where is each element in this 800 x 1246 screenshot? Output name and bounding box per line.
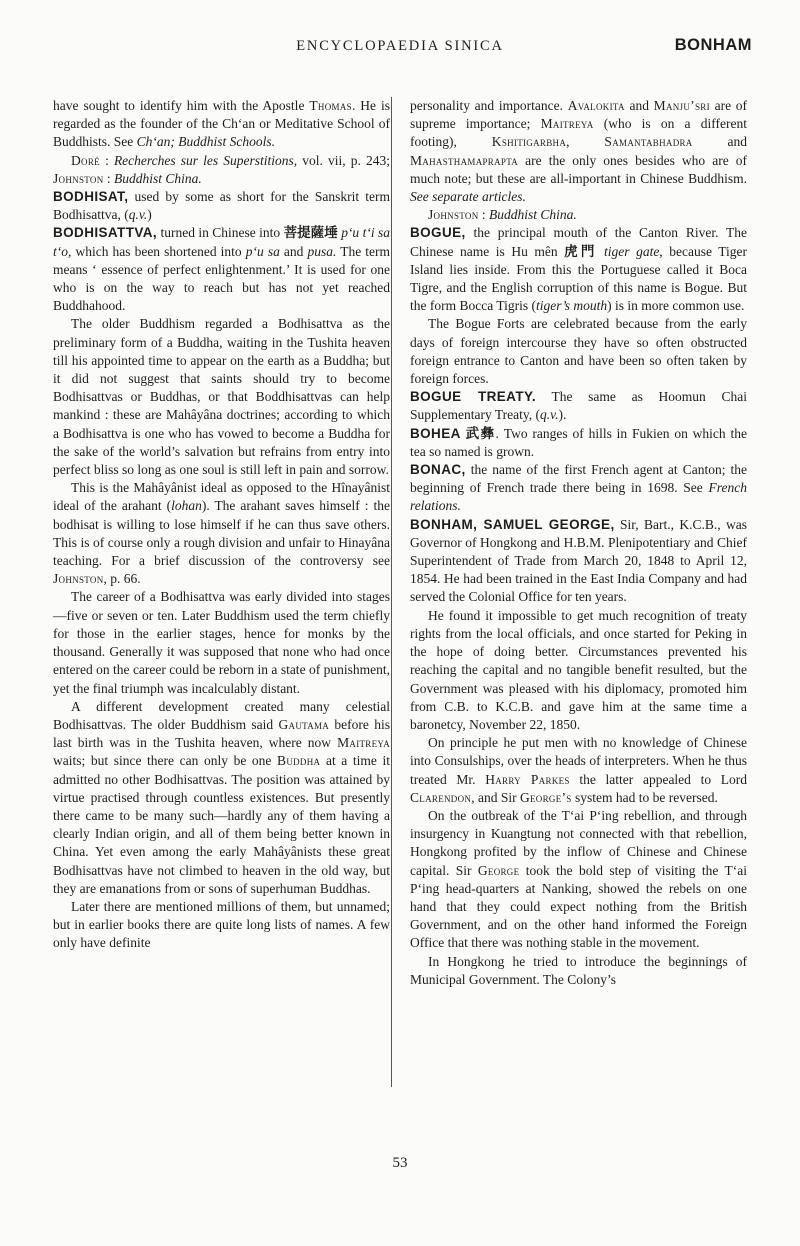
text-run: and bbox=[692, 134, 747, 150]
italic-text: French relations. bbox=[410, 480, 747, 514]
paragraph bbox=[53, 588, 390, 697]
text-run: the name of the first French agent at Canton; the beginning of French trade there being in 1698. See bbox=[410, 462, 747, 496]
text-run: . Two ranges of hills in Fukien on which the tea so named is grown. bbox=[410, 425, 748, 459]
entry-headword: BOGUE TREATY. bbox=[410, 389, 537, 405]
entry-headword: BODHISAT, bbox=[53, 189, 129, 205]
text-run: at a time it admitted no other Bodhisattvas. The position was attained by virtue practised through countless existences. But presently there came to be many such—hardly any of them having a clearly Indian origin, and all of them being better known in China. Yet even among the early Mahâyânists these great Bodhisattvas have not climbed to heaven in the old way, but they are emanations from or sons of superhuman Buddhas. bbox=[53, 753, 390, 896]
paragraph bbox=[410, 807, 747, 953]
small-caps-name: Doré bbox=[71, 152, 100, 168]
text-run: On principle he put men with no knowledge of Chinese into Consulships, over the heads of interpreters. When he thus treated Mr. bbox=[410, 735, 747, 787]
text-run: used by some as short for the Sanskrit term Bodhisattva, ( bbox=[53, 189, 390, 223]
paragraph bbox=[410, 607, 747, 734]
text-run: This is the Mahâyânist ideal as opposed to the Hînayânist ideal of the arahant ( bbox=[53, 480, 390, 514]
italic-text: lohan bbox=[171, 498, 202, 514]
entry-headword: BOHEA bbox=[410, 425, 461, 441]
paragraph bbox=[53, 479, 390, 588]
italic-text: Recherches sur les Superstitions, bbox=[113, 152, 298, 168]
text-run: . He is regarded as the founder of the Ch‘an or Meditative School of Buddhists. See bbox=[53, 98, 390, 150]
small-caps-name: Samantabhadra bbox=[604, 134, 693, 150]
entry-headword: BONAC, bbox=[410, 462, 466, 478]
text-run: The career of a Bodhisattva was early divided into stages—five or seven or ten. Later Buddhism used the term chiefly for those in the earlier stages, hence for monks by the thousand. Generally it was supposed that none who had once entered on the career could be reborn in a state of punishment, yet the final triumph was incalculably distant. bbox=[53, 589, 390, 696]
entry-bogue bbox=[410, 224, 747, 315]
italic-text: q.v. bbox=[128, 207, 148, 223]
italic-text: See separate articles. bbox=[410, 189, 526, 205]
paragraph bbox=[53, 698, 390, 898]
text-run: , bbox=[566, 134, 605, 150]
entry-headword: BONHAM, SAMUEL GEORGE, bbox=[410, 516, 615, 532]
small-caps-name: Thomas bbox=[309, 98, 352, 113]
paragraph bbox=[410, 97, 747, 206]
small-caps-name: Avalokita bbox=[567, 98, 625, 113]
column-divider bbox=[391, 97, 392, 1087]
entry-bodhisattva bbox=[53, 224, 390, 315]
text-run: which has been shortened into bbox=[71, 243, 246, 259]
text-run: have sought to identify him with the Apostle bbox=[53, 98, 310, 113]
text-run: waits; but since there can only be one bbox=[53, 753, 278, 769]
text-run: before his last birth was in the Tushita heaven, where now bbox=[53, 716, 390, 751]
text-run: system had to be reversed. bbox=[571, 789, 718, 805]
small-caps-name: George bbox=[477, 862, 520, 878]
small-caps-name: Clarendon bbox=[410, 789, 472, 805]
text-run: ). The arahant saves himself : the bodhisat is willing to lose himself if he can thus save others. This is of course only a rough division and unfair to Hinayâna teaching. For a brief discussion of the controversy see bbox=[53, 498, 390, 569]
italic-text: Buddhist China. bbox=[114, 170, 202, 186]
entry-bodhisat bbox=[53, 188, 390, 224]
reference-line bbox=[410, 206, 747, 224]
small-caps-name: Gautama bbox=[278, 716, 330, 732]
text-run: , and Sir bbox=[471, 789, 520, 805]
text-run: ) is in more common use. bbox=[607, 298, 745, 314]
small-caps-name: Kshitigarbha bbox=[491, 134, 567, 150]
text-run: : bbox=[103, 170, 115, 186]
italic-text: tiger gate, bbox=[604, 243, 663, 259]
entry-bogue-treaty bbox=[410, 388, 747, 424]
italic-text: pusa. bbox=[307, 243, 337, 259]
paragraph bbox=[53, 97, 390, 152]
text-run: the principal mouth of the Canton River. The Chinese name is Hu mên bbox=[410, 225, 747, 259]
small-caps-name: Buddha bbox=[277, 753, 321, 769]
running-header-title: ENCYCLOPAEDIA SINICA bbox=[296, 38, 504, 54]
text-run: turned in Chinese into bbox=[157, 225, 284, 241]
italic-text: Ch‘an; Buddhist Schools. bbox=[136, 134, 276, 150]
paragraph bbox=[410, 734, 747, 807]
text-run: The same as Hoomun Chai Supplementary Treaty, ( bbox=[410, 389, 747, 423]
text-run: Later there are mentioned millions of them, but unnamed; but in earlier books there are quite long lists of names. A few only have definite bbox=[53, 898, 390, 951]
small-caps-name: Johnston bbox=[428, 207, 479, 223]
text-run: personality and importance. bbox=[410, 98, 568, 113]
entry-bonac bbox=[410, 461, 747, 516]
text-run: : bbox=[99, 152, 114, 168]
italic-text: p‘u t‘i sa t‘o, bbox=[53, 225, 391, 259]
small-caps-name: Maitreya bbox=[337, 735, 390, 751]
small-caps-name: Johnston bbox=[53, 571, 104, 587]
small-caps-name: George’s bbox=[519, 789, 572, 805]
text-run: The Bogue Forts are celebrated because from the early days of foreign intercourse they have so often obstructed foreign entrance to Canton and have been so often taken by foreign forces. bbox=[410, 316, 747, 387]
text-run: the latter appealed to Lord bbox=[569, 771, 747, 787]
italic-text: Buddhist China. bbox=[489, 207, 577, 223]
text-run: On the outbreak of the T‘ai P‘ing rebellion, and through insurgency in Kuangtung not connected with that rebellion, Hongkong profited by the inflow of Chinese and Chinese capital. Sir bbox=[410, 807, 747, 878]
text-run: took the bold step of visiting the T‘ai P‘ing head-quarters at Nanking, showed the rebels on one hand that they could expect nothing from the British Government, and on the other hand informed the Foreign Office that there was nothing stable in the movement. bbox=[410, 862, 748, 951]
left-column bbox=[53, 97, 390, 953]
chinese-characters: 菩提薩埵 bbox=[283, 225, 338, 241]
text-run: and bbox=[624, 98, 654, 113]
guide-word: BONHAM bbox=[674, 36, 752, 54]
small-caps-name: Maitreya bbox=[540, 116, 594, 132]
paragraph bbox=[410, 315, 747, 388]
italic-text: q.v. bbox=[539, 407, 559, 423]
text-run: In Hongkong he tried to introduce the beginnings of Municipal Government. The Colony’s bbox=[410, 953, 747, 987]
chinese-characters: 虎門 bbox=[564, 243, 598, 259]
text-run: He found it impossible to get much recognition of treaty rights from the local officials, and once started for Peking in the hope of doing better. Circumstances prevented his reaching the capital and no tangible benefit resulted, but the Government was pleased with his diplomacy, promoted him from C.B. to K.C.B. and gave him at the same time a baronetcy, November 22, 1850. bbox=[410, 607, 747, 732]
text-run: , p. 66. bbox=[103, 571, 141, 587]
reference-line bbox=[53, 152, 390, 188]
text-run: and bbox=[279, 243, 308, 259]
text-run: ) bbox=[147, 207, 152, 223]
small-caps-name: Harry Parkes bbox=[485, 771, 570, 787]
entry-bohea bbox=[410, 425, 747, 461]
right-column bbox=[410, 97, 747, 989]
italic-text: p‘u sa bbox=[245, 243, 280, 259]
text-run: ). bbox=[558, 407, 567, 423]
text-run: are the only ones besides who are of much note; but these are all-important in Chinese Buddhism. bbox=[410, 152, 747, 186]
paragraph bbox=[53, 898, 390, 953]
entry-headword: BOGUE, bbox=[410, 225, 466, 241]
text-run: because Tiger Island lies inside. From this the Portuguese called it Boca Tigre, and the English corruption of this name is Bogue. But the form Bocca Tigris ( bbox=[410, 243, 747, 314]
text-run: are of supreme importance; bbox=[410, 98, 748, 132]
text-run: vol. vii, p. 243; bbox=[297, 152, 390, 168]
entry-headword: BODHISATTVA, bbox=[53, 225, 158, 241]
small-caps-name: Mahasthamaprapta bbox=[410, 152, 519, 168]
text-run: (who is on a different footing), bbox=[410, 116, 747, 150]
entry-bonham bbox=[410, 516, 747, 607]
paragraph bbox=[410, 953, 747, 989]
page-number: 53 bbox=[392, 1155, 408, 1171]
chinese-characters: 武彝 bbox=[465, 425, 496, 441]
text-run: : bbox=[478, 207, 490, 223]
small-caps-name: Manju’sri bbox=[653, 98, 710, 113]
small-caps-name: Johnston bbox=[53, 170, 104, 186]
text-run: A different development created many celestial Bodhisattvas. The older Buddhism said bbox=[53, 698, 390, 732]
paragraph bbox=[53, 315, 390, 479]
text-run: The term means ‘ essence of perfect enlightenment.’ It is used for one who is on the way to reach but has not yet reached Buddhahood. bbox=[53, 243, 391, 314]
text-run: Sir, Bart., K.C.B., was Governor of Hongkong and H.B.M. Plenipotentiary and Chief Superintendent of Trade from March 20, 1848 to April 12, 1854. He had been trained in the East India Company and had served the Colonial Office for ten years. bbox=[410, 516, 747, 605]
text-run: The older Buddhism regarded a Bodhisattva as the preliminary form of a Buddha, waiting in the Tushita heaven till his appointed time to appear on the earth as a Buddha; but it did not suggest that saints should try to become Bodhisattvas or Buddhas, or that Boddhisattvas can help mankind : these are Mahâyâna doctrines; according to which a Bodhisattva is one who has vowed to become a Buddha for the sake of the world’s salvation but refrains from entry into perfect bliss so long as one soul is still left in pain and sorrow. bbox=[53, 316, 390, 478]
italic-text: tiger’s mouth bbox=[536, 298, 608, 314]
